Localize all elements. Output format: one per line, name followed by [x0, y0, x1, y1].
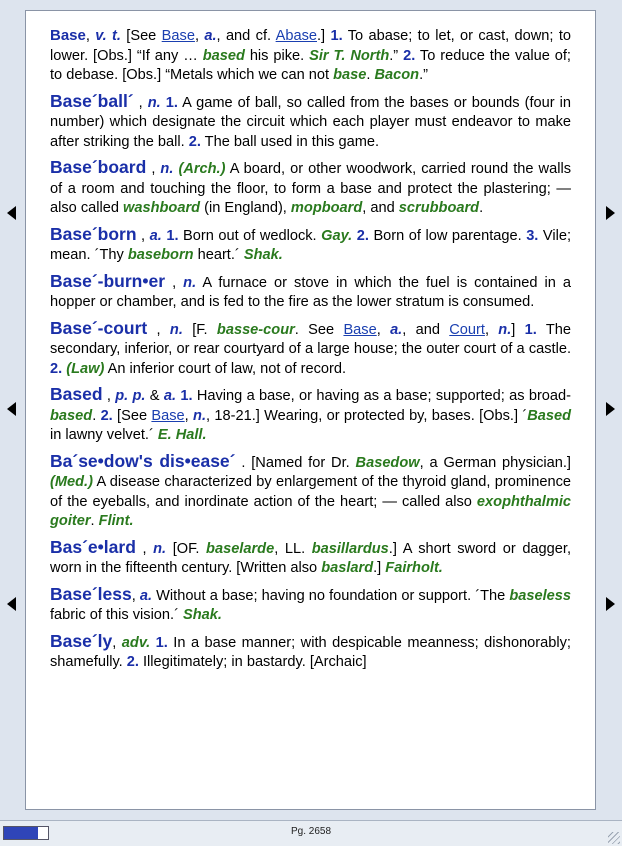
entry-text: A disease characterized by enlargement of the thyroid gland, prominence of the eyeballs, and inordinate action of the heart; — called also — [50, 474, 571, 510]
entry-text: An inferior court of law, not of record. — [104, 360, 347, 377]
entry-text: , — [135, 540, 154, 557]
prev-page-arrow-icon[interactable] — [7, 597, 16, 611]
dictionary-page — [25, 10, 596, 810]
entry-text: , and — [402, 321, 450, 338]
citation: based — [50, 407, 93, 424]
sense-number: 2. — [50, 360, 63, 377]
citation: basse-cour — [216, 321, 295, 338]
headword: Base´-burn•er — [50, 270, 166, 291]
cross-reference-link[interactable]: Court — [449, 321, 485, 338]
headword: Base´ball´ — [50, 90, 134, 111]
citation: baseless — [509, 587, 571, 604]
entry-text: . See — [294, 321, 344, 338]
entry-text: [F. — [182, 321, 217, 338]
entry-text: .” — [419, 67, 429, 83]
citation: baslard — [321, 560, 374, 576]
entry-text: fabric of this vision.´ — [50, 607, 184, 623]
citation: Bacon — [374, 67, 420, 83]
part-of-speech: n. — [153, 540, 167, 557]
entry-text: Born out of wedlock. — [178, 227, 322, 244]
citation: E. Hall. — [157, 427, 207, 443]
headword: Base´less — [50, 583, 132, 604]
part-of-speech: a. — [139, 587, 153, 604]
dictionary-entry — [50, 585, 571, 626]
citation: exophthalmic goiter — [50, 493, 571, 529]
sense-number: 2. — [188, 133, 201, 150]
citation: Shak. — [183, 607, 222, 623]
entry-text: ] — [511, 321, 525, 338]
sense-number: 1. — [155, 634, 168, 651]
part-of-speech: a. — [390, 321, 403, 338]
dictionary-entry — [50, 26, 571, 86]
entry-text: in lawny velvet.´ — [50, 427, 158, 443]
dictionary-entry — [50, 538, 571, 579]
part-of-speech: n. — [183, 274, 197, 291]
entry-text: To reduce the value of; to debase. [Obs.] “Metals which we can not — [50, 47, 571, 83]
dictionary-entry — [50, 158, 571, 219]
dictionary-entry — [50, 452, 571, 532]
part-of-speech: v. t. — [95, 28, 121, 44]
citation: baseborn — [127, 247, 194, 263]
part-of-speech: n. — [193, 407, 207, 424]
citation: Flint. — [98, 513, 134, 529]
entry-text: , — [133, 94, 148, 111]
entry-text: . — [92, 407, 101, 424]
citation: based — [202, 47, 245, 64]
citation: Shak. — [243, 247, 283, 263]
citation: Gay. — [321, 227, 353, 244]
part-of-speech: n. — [169, 321, 183, 338]
dictionary-entry — [50, 385, 571, 446]
part-of-speech: n. — [498, 321, 512, 338]
entry-text: [OF. — [166, 540, 207, 557]
entry-text: , LL. — [274, 540, 312, 557]
entry-text: , — [102, 388, 116, 404]
sense-number: 2. — [356, 227, 369, 244]
entry-text: Illegitimately; in bastardy. [Archaic] — [138, 654, 367, 670]
citation: Fairholt. — [385, 560, 443, 576]
citation: Based — [527, 407, 572, 424]
entry-text: , — [112, 634, 122, 651]
entry-text: .] — [373, 560, 386, 576]
entry-text: [See — [112, 407, 152, 424]
entry-text: Without a base; having no foundation or support. ´The — [152, 587, 510, 604]
sense-number: 2. — [100, 407, 113, 424]
entry-text: , — [136, 227, 150, 244]
citation: base — [333, 67, 367, 83]
cross-reference-link[interactable]: Base — [151, 407, 185, 424]
sense-number: 1. — [166, 227, 179, 244]
prev-page-arrow-icon[interactable] — [7, 206, 16, 220]
entry-text: .] A short sword or dagger, worn in the fifteenth century. [Written also — [50, 540, 572, 576]
entry-text: , — [131, 587, 140, 604]
entry-text: , — [484, 321, 499, 338]
headword: Base — [50, 27, 86, 44]
headword: Base´board — [50, 157, 147, 177]
part-of-speech: n. — [147, 94, 161, 111]
cross-reference-link[interactable]: Base — [343, 321, 377, 338]
sense-number: 1. — [165, 94, 178, 111]
citation: basillardus — [311, 540, 389, 557]
entry-text: . — [90, 513, 99, 529]
sense-number: 2. — [403, 47, 416, 64]
citation: (Med.) — [50, 474, 93, 490]
headword: Ba´se•dow's dis•ease´ — [50, 450, 236, 471]
entry-text: , — [184, 407, 194, 424]
part-of-speech: a. — [149, 227, 162, 244]
entry-text: , 18-21.] Wearing, or protected by, bases. [Obs.] ´ — [206, 407, 528, 424]
part-of-speech: p. p. — [115, 388, 146, 404]
entry-text: A furnace or stove in which the fuel is contained in a hopper or chamber, and is fed to the fire as the lower stratum is consumed. — [50, 274, 571, 310]
next-page-arrow-icon[interactable] — [606, 597, 615, 611]
cross-reference-link[interactable]: Base — [161, 28, 195, 44]
next-page-arrow-icon[interactable] — [606, 206, 615, 220]
dictionary-entry — [50, 319, 571, 380]
dictionary-entry — [50, 272, 571, 313]
citation: mopboard — [290, 200, 363, 216]
entry-text: In a base manner; with despicable meanness; dishonorably; shamefully. — [50, 634, 571, 670]
entry-text: , a German physician.] — [419, 454, 571, 471]
entry-text: To abase; to let, or cast, down; to lower. [Obs.] “If any … — [50, 28, 572, 64]
entry-text: Born of low parentage. — [368, 227, 527, 244]
entry-text: . — [366, 67, 375, 83]
part-of-speech: a. — [204, 28, 217, 44]
citation: (Law) — [66, 360, 105, 377]
part-of-speech: n. — [160, 161, 174, 177]
headword: Bas´e•lard — [50, 536, 136, 557]
status-bar — [0, 820, 622, 846]
part-of-speech: a. — [163, 388, 177, 404]
entry-text: . [Named for Dr. — [235, 454, 356, 471]
entry-text: , — [147, 321, 170, 338]
entry-text: (in England), — [200, 200, 291, 216]
entry-text: , — [165, 274, 184, 291]
dictionary-text — [50, 26, 571, 679]
sense-number: 1. — [524, 321, 537, 338]
citation: scrubboard — [398, 200, 480, 216]
sense-number: 1. — [330, 28, 343, 44]
entry-text: , — [376, 321, 391, 338]
dictionary-entry — [50, 92, 571, 153]
entry-text: , and cf. — [216, 28, 276, 44]
entry-text: The ball used in this game. — [200, 133, 380, 150]
entry-text: Vile; mean. ´Thy — [50, 227, 571, 263]
entry-text: .” — [389, 47, 404, 64]
entry-text: .] — [317, 28, 331, 44]
entry-text: A game of ball, so called from the bases or bounds (four in number) which designate the circuit which each player must endeavor to make after striking the ball. — [50, 94, 571, 150]
entry-text: heart.´ — [193, 247, 244, 263]
entry-text: , — [194, 28, 205, 44]
sense-number: 3. — [526, 227, 539, 244]
entry-text: A board, or other woodwork, carried round the walls of a room and touching the floor, to form a base and protect the plastering; — also called — [50, 161, 571, 216]
resize-grip-icon[interactable] — [608, 832, 620, 844]
citation: Basedow — [355, 454, 420, 471]
citation: washboard — [123, 200, 201, 216]
entry-text: , — [146, 161, 161, 177]
next-page-arrow-icon[interactable] — [606, 402, 615, 416]
headword: Base´born — [50, 223, 137, 244]
entry-text: & — [145, 388, 164, 404]
entry-text: The secondary, inferior, or rear courtyard of a large house; the outer court of a castle. — [50, 321, 571, 357]
cross-reference-link[interactable]: Abase — [275, 28, 317, 44]
entry-text: his pike. — [244, 47, 310, 64]
headword: Base´-court — [50, 317, 148, 338]
sense-number: 1. — [180, 388, 193, 404]
entry-text: Having a base, or having as a base; supported; as broad- — [192, 388, 572, 404]
page-number-label: Pg. 2658 — [290, 826, 332, 837]
citation: Sir T. North — [309, 47, 390, 64]
entry-text: [See — [120, 28, 162, 44]
entry-text: , — [85, 28, 96, 44]
dictionary-entry — [50, 632, 571, 673]
citation: adv. — [121, 634, 151, 651]
headword: Based — [50, 384, 103, 404]
sense-number: 2. — [126, 654, 139, 670]
citation: (Arch.) — [178, 161, 226, 177]
prev-page-arrow-icon[interactable] — [7, 402, 16, 416]
entry-text: , and — [362, 200, 399, 216]
entry-text: . — [479, 200, 484, 216]
citation: baselarde — [206, 540, 275, 557]
headword: Base´ly — [50, 630, 113, 651]
dictionary-entry — [50, 225, 571, 266]
